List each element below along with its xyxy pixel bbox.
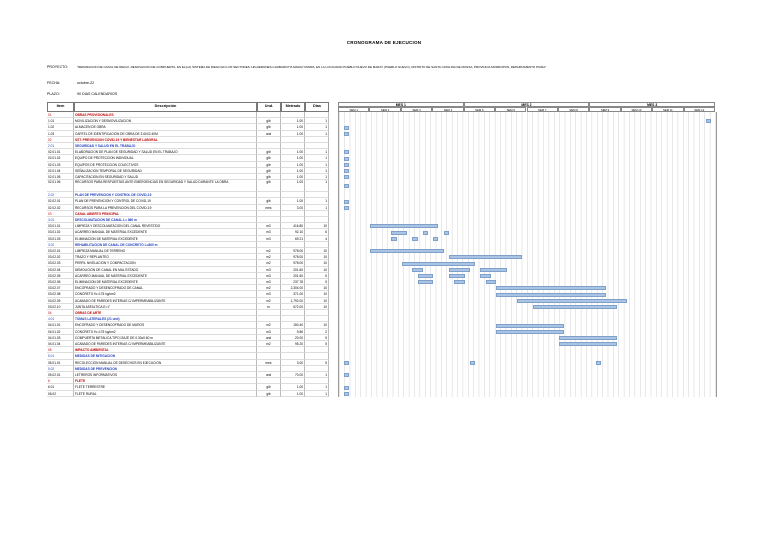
cell-dias: 10 [305, 322, 329, 328]
cell-unit: und [257, 131, 281, 137]
cell-unit: und [257, 335, 281, 341]
cell-desc: COMPUERTA METALICA TIPO IZAJE DE 0.30x0.60 m [74, 335, 257, 341]
cell-item: 04.01.03 [47, 335, 74, 341]
gantt-bar [418, 280, 434, 284]
cell-metrado: 416.80 [281, 223, 305, 229]
header-item: Item [47, 102, 74, 112]
cell-item: 3.01 [47, 217, 74, 223]
cell-desc: EQUIPO DE PROTECCION INDIVIDUAL [74, 155, 257, 161]
cell-metrado: 1.00 [281, 384, 305, 390]
gantt-bar [344, 169, 349, 173]
cell-desc: FLETE RURAL [74, 391, 257, 397]
cell-metrado: 1.00 [281, 149, 305, 155]
gantt-bar [559, 342, 617, 346]
cell-item: 2.01 [47, 143, 74, 149]
cell-desc: ACABADO DE PAREDES INTERIAS C/ IMPERMEABILIZANTE [74, 341, 257, 347]
week-header: SEM 6 [495, 107, 526, 112]
header-unit: Und. [257, 102, 281, 112]
cell-unit: mes [257, 205, 281, 211]
cell-metrado: 3.00 [281, 205, 305, 211]
cell-desc: CANAL ABIERTO PRINCIPAL [74, 211, 257, 217]
week-header: SEM 2 [369, 107, 400, 112]
cell-item: 03.02.08 [47, 291, 74, 297]
cell-dias: 1 [305, 384, 329, 390]
cell-desc: DEMOLICION DE CANAL EN MAL ESTADO [74, 267, 257, 273]
cell-unit: m3 [257, 273, 281, 279]
cell-desc: FLETE [74, 378, 257, 384]
cell-item: 1.01 [47, 118, 74, 124]
cell-dias: 10 [305, 267, 329, 273]
cell-item: 03.02.03 [47, 260, 74, 266]
gantt-bar [344, 206, 349, 210]
cell-metrado: 92.10 [281, 229, 305, 235]
cell-unit: glb [257, 118, 281, 124]
gantt-bar [344, 373, 349, 377]
cell-metrado: 20.00 [281, 335, 305, 341]
cell-unit: glb [257, 124, 281, 130]
cell-dias: 1 [305, 131, 329, 137]
cell-desc: OBRAS PROVISIONALES [74, 112, 257, 118]
cell-item: 02 [47, 137, 74, 143]
cell-dias: 1 [305, 124, 329, 130]
cell-desc: CARTEL DE IDENTIFICACION DE OBRA DE 3.60X2.40M [74, 131, 257, 137]
cell-metrado: 1.00 [281, 162, 305, 168]
cell-dias: 1 [305, 372, 329, 378]
meta-term-value: 90 DIAS CALENDARIOS [77, 92, 118, 96]
cell-metrado: 1.00 [281, 155, 305, 161]
cell-item: 02.02.02 [47, 205, 74, 211]
cell-item: 2.02 [47, 192, 74, 198]
cell-item: 6 [47, 378, 74, 384]
cell-item: 3.02 [47, 242, 74, 248]
cell-unit: m3 [257, 267, 281, 273]
cell-dias: 1 [305, 162, 329, 168]
gantt-bar [454, 280, 464, 284]
week-header: SEM 3 [401, 107, 432, 112]
gantt-bar [517, 299, 627, 303]
cell-desc: MOVILIZACION Y DESMOVILIZACION [74, 118, 257, 124]
cell-metrado: 69.21 [281, 236, 305, 242]
cell-item: 03.02.06 [47, 279, 74, 285]
cell-dias: 6 [305, 273, 329, 279]
cell-item: 04.01.01 [47, 322, 74, 328]
cell-dias: 10 [305, 254, 329, 260]
cell-dias: 1 [305, 180, 329, 192]
gantt-bar [344, 157, 349, 161]
cell-dias: 1 [305, 205, 329, 211]
cell-desc: SST. PREVENCION COVID-19 Y BIENESTAR LABORAL [74, 137, 257, 143]
cell-item: 02.01.02 [47, 155, 74, 161]
gantt-bar [412, 268, 422, 272]
cell-item: 03.02.07 [47, 285, 74, 291]
cell-item: 04.01.02 [47, 329, 74, 335]
cell-unit: m3 [257, 229, 281, 235]
cell-metrado: 1.00 [281, 118, 305, 124]
cell-item: 03.02.09 [47, 298, 74, 304]
cell-metrado: 1,792.00 [281, 298, 305, 304]
cell-desc: DESCOLMATACION DE CANAL L= 860 m [74, 217, 257, 223]
cell-metrado: 1.00 [281, 168, 305, 174]
cell-dias: 1 [305, 155, 329, 161]
week-header: SEM 1 [338, 107, 369, 112]
cell-metrado: 978.00 [281, 254, 305, 260]
gantt-bar [480, 274, 490, 278]
gantt-bar [344, 132, 349, 136]
gantt-bar [391, 231, 407, 235]
cell-desc: ALMACEN DE OBRA [74, 124, 257, 130]
cell-dias: 1 [305, 168, 329, 174]
schedule-title: CRONOGRAMA DE EJECUCION [346, 40, 422, 45]
gantt-bar [370, 249, 443, 253]
cell-metrado: 1.00 [281, 124, 305, 130]
gantt-bar [423, 231, 428, 235]
cell-unit: und [257, 372, 281, 378]
cell-unit: m [257, 304, 281, 310]
cell-unit: glb [257, 174, 281, 180]
cell-dias: 10 [305, 260, 329, 266]
meta-project-value: "REPARACION DE CANAL DE RIEGO, RENOVACION DE COMPUERTA, EN EL(LA) SISTEMA DE RIEGO EN LOS SECTORES: HIGUERONES-CHABARCITO-MARAY PAMPA, EN LA LOCALIDAD PUEBLO NUEVO DE MARAY (PUEBLO NUEVO), DISTRITO DE SANTA CATALINA DE MOSSA, PROVINCIA MORROPON, DEPARTAMENTO PIURA" [77, 65, 547, 69]
cell-desc: SEÑALIZACION TEMPORAL DE SEGURIDAD [74, 168, 257, 174]
cell-metrado: 3.00 [281, 360, 305, 366]
cell-unit: glb [257, 149, 281, 155]
cell-item: 6.01 [47, 384, 74, 390]
cell-unit: glb [257, 391, 281, 397]
gantt-bar [344, 361, 349, 365]
gantt-bar [444, 231, 449, 235]
cell-desc: MEDIDAS DE MITIGACION [74, 353, 257, 359]
cell-item: 02.02.01 [47, 198, 74, 204]
cell-item: 04 [47, 310, 74, 316]
gantt-bar [433, 237, 438, 241]
cell-metrado: 95.20 [281, 341, 305, 347]
month-header: MES 1 [338, 102, 464, 107]
gantt-bar [449, 255, 522, 259]
gantt-bar [344, 175, 349, 179]
cell-metrado: 150.40 [281, 322, 305, 328]
gantt-bar [486, 280, 496, 284]
cell-metrado: 371.00 [281, 291, 305, 297]
cell-desc: EQUIPOS DE PROTECCION COLECTIVOS [74, 162, 257, 168]
week-header: SEM 11 [652, 107, 683, 112]
week-header: SEM 7 [527, 107, 558, 112]
gantt-area [338, 112, 717, 397]
cell-desc: JUNTA ASFALTICA E=1" [74, 304, 257, 310]
cell-desc: ACARREO MANUAL DE MATERIAL EXCEDENTE [74, 273, 257, 279]
cell-desc: PLAN DE PREVENCION Y CONTROL DE COVID-19 [74, 198, 257, 204]
cell-item: 03.02.02 [47, 254, 74, 260]
week-header: SEM 12 [684, 107, 715, 112]
cell-desc: SEGURIDAD Y SALUD EN EL TRABAJO [74, 143, 257, 149]
cell-desc: PERFIL NIVELACION Y COMPACTACION [74, 260, 257, 266]
gantt-bar [596, 361, 601, 365]
month-header: MES 3 [589, 102, 715, 107]
cell-item: 02.01.04 [47, 168, 74, 174]
cell-item: 5.02 [47, 366, 74, 372]
cell-unit: m3 [257, 291, 281, 297]
cell-unit: m2 [257, 254, 281, 260]
cell-unit: m3 [257, 223, 281, 229]
cell-desc: RECOLECCION MANUAL DE DESECHOS EN EJECUCION [74, 360, 257, 366]
cell-unit: glb [257, 155, 281, 161]
cell-desc: ELIMINACION DE MATERIAL EXCEDENTE [74, 236, 257, 242]
gantt-bar [559, 336, 617, 340]
cell-dias: 1 [305, 174, 329, 180]
cell-item: 01 [47, 112, 74, 118]
gantt-bar [412, 237, 417, 241]
gantt-bar [496, 324, 564, 328]
cell-dias: 10 [305, 298, 329, 304]
cell-dias: 5 [305, 341, 329, 347]
gantt-bar [418, 274, 434, 278]
cell-dias: 10 [305, 304, 329, 310]
cell-metrado: 1.00 [281, 180, 305, 192]
cell-metrado: 978.00 [281, 260, 305, 266]
cell-desc: RECURSOS PARA LA PREVENCION DEL COVID-19 [74, 205, 257, 211]
cell-dias: 1 [305, 118, 329, 124]
cell-desc: RECURSOS PARA RESPUESTAS ANTE EMERGENCIAS EN SEGURIDAD Y SALUD DURANTE LA OBRA [74, 180, 257, 192]
gantt-bar [344, 184, 349, 188]
gantt-bar [449, 274, 465, 278]
meta-date-value: octubre-22 [77, 81, 95, 85]
header-metrado: Metrado [281, 102, 305, 112]
cell-desc: ELIMINACION DE MATERIAL EXCEDENTE [74, 279, 257, 285]
cell-item: 4.01 [47, 316, 74, 322]
gantt-bar [496, 286, 606, 290]
meta-term-label: PLAZO: [47, 92, 60, 96]
header-description: Descripción [74, 102, 257, 112]
cell-dias: 10 [305, 285, 329, 291]
gantt-bar [706, 119, 711, 123]
cell-desc: ACARREO MANUAL DE MATERIAL EXCEDENTE [74, 229, 257, 235]
cell-metrado: 9.86 [281, 329, 305, 335]
cell-unit: m2 [257, 260, 281, 266]
cell-metrado: 237.78 [281, 279, 305, 285]
cell-desc: LETREROS INFORMATIVOS [74, 372, 257, 378]
cell-desc: PLAN DE PREVENCION Y CONTROL DE COVID-19 [74, 192, 257, 198]
cell-desc: ENCOFRADO Y DESENCOFRADO DE CANAL [74, 285, 257, 291]
cell-unit: m3 [257, 329, 281, 335]
cell-unit: glb [257, 384, 281, 390]
cell-item: 03 [47, 211, 74, 217]
cell-item: 03.01.02 [47, 229, 74, 235]
cell-item: 5.01 [47, 353, 74, 359]
cell-item: 1.03 [47, 131, 74, 137]
cell-dias: 10 [305, 223, 329, 229]
gantt-bar [402, 262, 475, 266]
cell-metrado: 978.00 [281, 248, 305, 254]
cell-item: 03.01.03 [47, 236, 74, 242]
timeline-header [338, 102, 715, 112]
week-header: SEM 5 [464, 107, 495, 112]
cell-unit: m2 [257, 322, 281, 328]
cell-item: 1.02 [47, 124, 74, 130]
cell-metrado: 1.00 [281, 131, 305, 137]
cell-desc: TRAZO Y REPLANTEO [74, 254, 257, 260]
gantt-bar [344, 150, 349, 154]
cell-metrado: 1.00 [281, 198, 305, 204]
cell-item: 05.01.01 [47, 360, 74, 366]
cell-desc: MEDIDAS DE PREVENCION [74, 366, 257, 372]
month-header: MES 2 [464, 102, 590, 107]
cell-item: 02.01.01 [47, 149, 74, 155]
cell-item: 03.02.10 [47, 304, 74, 310]
cell-unit: glb [257, 168, 281, 174]
cell-unit: m3 [257, 236, 281, 242]
cell-item: 05 [47, 347, 74, 353]
gantt-bar [344, 163, 349, 167]
gantt-bar [391, 237, 396, 241]
cell-desc: CAPACITACION EN SEGURIDAD Y SALUD [74, 174, 257, 180]
cell-dias: 5 [305, 335, 329, 341]
cell-dias: 4 [305, 236, 329, 242]
week-header: SEM 8 [558, 107, 589, 112]
week-header: SEM 10 [621, 107, 652, 112]
cell-unit: m2 [257, 298, 281, 304]
cell-metrado: 201.60 [281, 273, 305, 279]
cell-item: 03.02.01 [47, 248, 74, 254]
cell-desc: ELABORACION DE PLAN DE SEGURIDAD Y SALUD EN EL TRABAJO [74, 149, 257, 155]
cell-item: 03.02.05 [47, 273, 74, 279]
cell-unit: mes [257, 360, 281, 366]
cell-dias: 5 [305, 279, 329, 285]
cell-metrado: 672.00 [281, 304, 305, 310]
gantt-bar [480, 268, 506, 272]
cell-desc: LIMPIEZA Y DESCOLMATACION DEL CANAL REVESTIDO [74, 223, 257, 229]
cell-desc: REHABILITACION DE CANAL DE CONCRETO L=860 m [74, 242, 257, 248]
cell-item: 04.01.04 [47, 341, 74, 347]
cell-desc: CONCRETO f'c=175 kg/cm2 [74, 291, 257, 297]
cell-desc: FLETE TERRESTRE [74, 384, 257, 390]
gantt-bar [470, 361, 475, 365]
cell-item: 05.02.01 [47, 372, 74, 378]
cell-dias: 1 [305, 198, 329, 204]
cell-item: 06.02 [47, 391, 74, 397]
gantt-bar [449, 268, 470, 272]
gantt-bar [533, 305, 617, 309]
cell-metrado: 2,304.00 [281, 285, 305, 291]
cell-item: 03.01.01 [47, 223, 74, 229]
cell-dias: 5 [305, 360, 329, 366]
header-dias: Dias [305, 102, 329, 112]
cell-desc: ENCOFRADO Y DESENCOFRADO DE MUROS [74, 322, 257, 328]
cell-dias: 1 [305, 149, 329, 155]
cell-unit: m2 [257, 248, 281, 254]
cell-metrado: 201.60 [281, 267, 305, 273]
cell-unit: glb [257, 162, 281, 168]
cell-item: 02.01.06 [47, 180, 74, 192]
meta-project-label: PROYECTO: [47, 65, 69, 69]
gantt-bar [344, 126, 349, 130]
cell-dias: 10 [305, 291, 329, 297]
cell-metrado: 70.00 [281, 372, 305, 378]
cell-desc: CONCRETO f'c=175 kg/cm2 [74, 329, 257, 335]
meta-date-label: FECHA: [47, 81, 61, 85]
cell-desc: TOMAS LATERALES (21 und) [74, 316, 257, 322]
cell-desc: LIMPIEZA MANUAL DE TERRENO [74, 248, 257, 254]
cell-metrado: 1.00 [281, 174, 305, 180]
gantt-bar [344, 200, 349, 204]
cell-item: 03.02.04 [47, 267, 74, 273]
cell-item: 02.01.03 [47, 162, 74, 168]
gantt-bar [344, 386, 349, 390]
cell-dias: 6 [305, 229, 329, 235]
week-header: SEM 9 [589, 107, 620, 112]
gantt-bar [370, 224, 438, 228]
gantt-bar [344, 392, 349, 396]
cell-dias: 10 [305, 248, 329, 254]
week-header: SEM 4 [432, 107, 463, 112]
cell-dias: 2 [305, 329, 329, 335]
cell-dias: 1 [305, 391, 329, 397]
cell-desc: OBRAS DE ARTE [74, 310, 257, 316]
cell-unit: m2 [257, 285, 281, 291]
cell-metrado: 1.00 [281, 391, 305, 397]
cell-desc: IMPACTO AMBIENTAL [74, 347, 257, 353]
cell-unit: glb [257, 180, 281, 192]
cell-item: 02.01.05 [47, 174, 74, 180]
cell-desc: ACABADO DE PAREDES INTERIAS C/ IMPERMEABILIZANTE [74, 298, 257, 304]
gantt-bar [496, 330, 564, 334]
cell-unit: m3 [257, 279, 281, 285]
gantt-bar [496, 293, 606, 297]
cell-unit: m2 [257, 341, 281, 347]
cell-unit: glb [257, 198, 281, 204]
